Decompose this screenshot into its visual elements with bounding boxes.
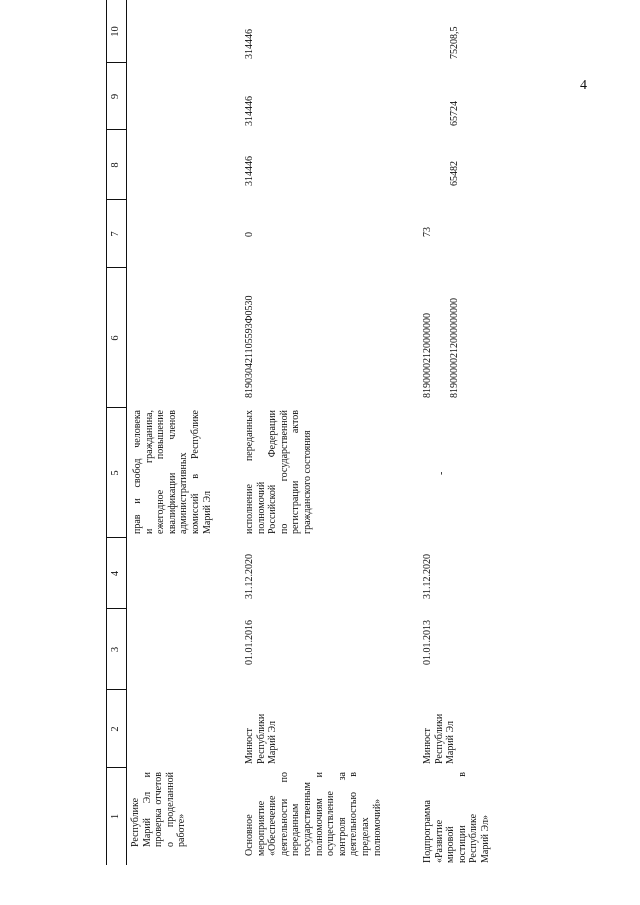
row0-col1-text — [130, 772, 188, 847]
row2-col5-dash: - — [436, 471, 447, 475]
text-line: «Развитие — [433, 819, 445, 863]
text-line: проверка отчетов — [153, 772, 165, 847]
text-line: мировой — [445, 826, 457, 863]
row2-value-col7: 73 — [422, 227, 433, 237]
row2-budget-code-2: 81900000212000000000 — [449, 298, 460, 398]
text-line: пределах — [359, 817, 371, 856]
column-header-6: 6 — [110, 335, 121, 341]
row2-col1-text — [422, 772, 492, 863]
row1-value-col7: 0 — [244, 232, 255, 237]
text-line: юстиции в — [456, 772, 468, 863]
text-line: Основное — [244, 814, 255, 856]
text-line: административных — [178, 452, 190, 534]
text-line: полномочиям и — [313, 772, 325, 856]
text-line: Марий Эл — [445, 721, 457, 764]
row2-start-date: 01.01.2013 — [422, 620, 433, 665]
text-line: и гражданина, — [143, 410, 155, 534]
text-line: «Обеспечение — [267, 795, 279, 856]
text-line: комиссий в Республике — [189, 410, 201, 534]
row2-value-col10: 75208,5 — [449, 26, 460, 59]
text-line: Марий Эл — [201, 491, 213, 534]
text-line: Минюст — [244, 728, 255, 764]
column-header-2: 2 — [110, 726, 121, 732]
row1-value-col10: 314446 — [244, 29, 255, 59]
column-header-10: 10 — [110, 26, 121, 37]
text-line: Республики — [433, 713, 445, 764]
text-line: полномочий — [255, 481, 267, 534]
text-line: прав и свобод человека — [132, 410, 143, 534]
row1-col5-text — [244, 410, 314, 534]
row1-value-col9: 314446 — [244, 96, 255, 126]
text-line: переданным — [290, 803, 302, 856]
page-number: 4 — [580, 78, 587, 93]
row2-col2-text — [422, 692, 457, 764]
row1-end-date: 31.12.2020 — [244, 554, 255, 599]
column-header-5: 5 — [110, 470, 121, 476]
text-line: Российской Федерации — [267, 410, 279, 534]
text-line: Подпрограмма — [422, 800, 433, 863]
column-header-1: 1 — [110, 813, 121, 820]
row1-col1-text — [244, 772, 383, 856]
row1-col2-text — [244, 692, 279, 764]
text-line: о проделанной — [164, 772, 176, 847]
text-line: квалификации членов — [166, 410, 178, 534]
row1-budget-code: 819030421105593Ф0530 — [244, 295, 255, 398]
text-line: ежегодное повышение — [155, 410, 167, 534]
column-header-8: 8 — [110, 162, 121, 168]
column-header-4: 4 — [110, 570, 121, 577]
text-line: работе» — [176, 813, 188, 847]
row1-value-col8: 314446 — [244, 156, 255, 186]
text-line: Минюст — [422, 728, 433, 764]
column-header-3: 3 — [110, 646, 121, 653]
text-line: Республике — [130, 797, 141, 847]
text-line: по государственной — [278, 410, 290, 534]
text-line: государственным — [301, 782, 313, 856]
text-line: Марий Эл» — [479, 815, 491, 863]
row2-budget-code-1: 81900002120000000 — [422, 313, 433, 398]
text-line: Республики — [255, 713, 267, 764]
column-header-9: 9 — [110, 93, 121, 100]
text-line: Марий Эл — [267, 721, 279, 764]
text-line: Республике — [468, 813, 480, 863]
text-line: исполнение переданных — [244, 410, 255, 534]
text-line: осуществление — [325, 791, 337, 856]
row2-value-col8: 65482 — [449, 161, 460, 186]
column-header-7: 7 — [110, 231, 121, 237]
text-line: деятельности по — [278, 772, 290, 856]
row1-start-date: 01.01.2016 — [244, 620, 255, 665]
text-line: полномочий» — [371, 798, 383, 856]
text-line: Марий Эл и — [141, 772, 153, 847]
row2-end-date: 31.12.2020 — [422, 554, 433, 599]
row2-value-col9: 65724 — [449, 101, 460, 126]
row0-col5-text — [132, 410, 213, 534]
text-line: гражданского состояния — [301, 430, 313, 534]
text-line: регистрации актов — [290, 410, 302, 534]
text-line: мероприятие — [255, 800, 267, 856]
text-line: контроля за — [336, 772, 348, 856]
text-line: деятельностью в — [348, 772, 360, 856]
header-bottom-border — [126, 0, 127, 865]
